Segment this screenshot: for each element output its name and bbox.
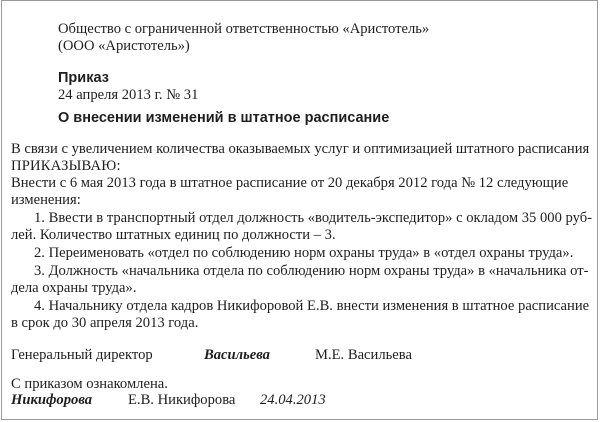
org-full-name: Общество с ограниченной ответственностью «Аристотель» <box>58 21 430 37</box>
order-date-number: 24 апреля 2013 г. № 31 <box>58 87 199 103</box>
signature-position: Генеральный директор <box>11 347 153 363</box>
body-item-1-cont: лей. Количество штатных единиц по должности – 3. <box>11 227 336 243</box>
acknowledgement-date: 24.04.2013 <box>260 392 326 408</box>
body-item-1: 1. Ввести в транспортный отдел должность «водитель-экспедитор» с окладом 35 000 руб- <box>34 210 593 226</box>
body-item-4-cont: в срок до 30 апреля 2013 года. <box>11 315 199 331</box>
body-item-3: 3. Должность «начальника отдела по соблюдению норм охраны труда» в «начальника от- <box>34 263 589 279</box>
body-item-3-cont: дела охраны труда». <box>11 280 137 296</box>
signature-name: М.Е. Васильева <box>315 347 412 363</box>
signature-handwritten: Васильева <box>204 347 270 363</box>
body-item-4: 4. Начальнику отдела кадров Никифоровой Е.В. внести изменения в штатное расписание <box>34 298 590 314</box>
acknowledgement-handwritten: Никифорова <box>11 392 93 408</box>
body-item-2: 2. Переименовать «отдел по соблюдению норм охраны труда» в «отдел охраны труда». <box>34 245 574 261</box>
body-line-intro: Внести с 6 мая 2013 года в штатное расписание от 20 декабря 2012 года № 12 следующие <box>11 175 569 191</box>
order-subject: О внесении изменений в штатное расписание <box>58 110 390 126</box>
body-line-order-word: ПРИКАЗЫВАЮ: <box>11 158 121 174</box>
body-line-changes: изменения: <box>11 192 81 208</box>
acknowledgement-name: Е.В. Никифорова <box>128 392 236 408</box>
body-line-preamble: В связи с увеличением количества оказываемых услуг и оптимизацией штатного расписания <box>11 141 590 157</box>
org-short-name: (ООО «Аристотель») <box>58 38 190 54</box>
order-document <box>1 0 598 420</box>
order-heading: Приказ <box>58 70 109 86</box>
acknowledgement-label: С приказом ознакомлена. <box>11 376 168 392</box>
